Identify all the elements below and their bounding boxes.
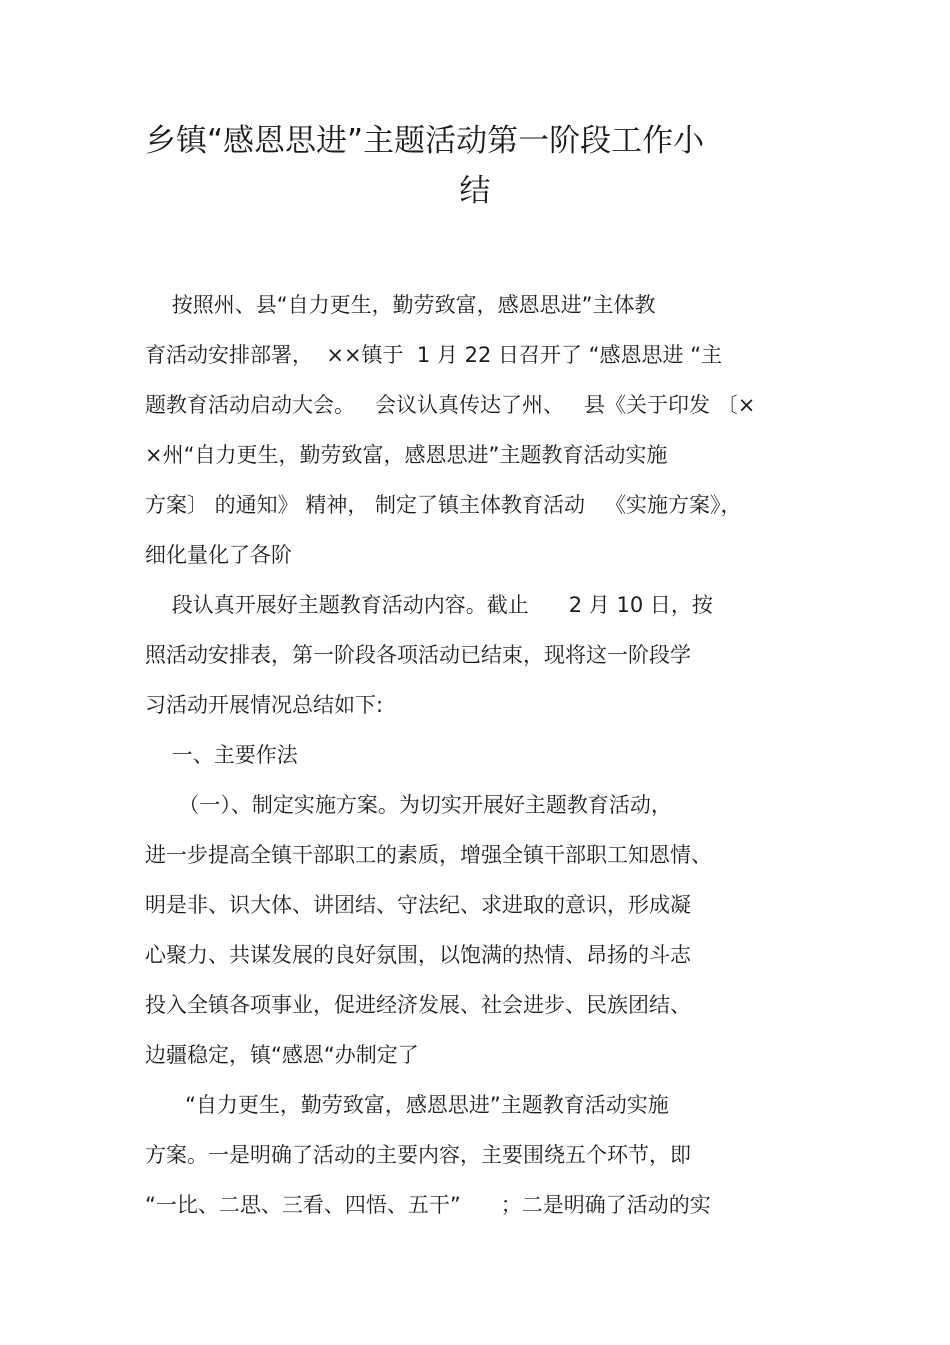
body-line: 按照州、县“自力更生，勤劳致富，感恩思进”主体教: [145, 293, 656, 317]
document-title-line-1: 乡镇“感恩思进”主题活动第一阶段工作小: [145, 123, 705, 159]
body-line: 方案。一是明确了活动的主要内容，主要围绕五个环节，即: [145, 1143, 691, 1167]
body-line: 照活动安排表，第一阶段各项活动已结束，现将这一阶段学: [145, 643, 691, 667]
body-line: 细化量化了各阶: [145, 543, 292, 567]
body-line: 题教育活动启动大会。 会议认真传达了州、 县《关于印发 〔×: [145, 393, 756, 417]
body-line: 段认真开展好主题教育活动内容。截止 2 月 10 日，按: [145, 593, 713, 617]
body-line: 明是非、识大体、讲团结、守法纪、求进取的意识，形成凝: [145, 893, 691, 917]
body-line: “一比、二思、三看、四悟、五干” ；二是明确了活动的实: [145, 1193, 711, 1217]
body-line: ×州“自力更生，勤劳致富，感恩思进”主题教育活动实施: [145, 443, 668, 467]
body-line: 习活动开展情况总结如下:: [145, 693, 384, 717]
body-line: 投入全镇各项事业，促进经济发展、社会进步、民族团结、: [145, 993, 691, 1017]
body-line: 进一步提高全镇干部职工的素质，增强全镇干部职工知恩情、: [145, 843, 712, 867]
body-line: 育活动安排部署， ××镇于 1 月 22 日召开了 “感恩思进 “主: [145, 343, 723, 367]
body-line: 边疆稳定，镇“感恩“办制定了: [145, 1043, 419, 1067]
body-line: 心聚力、共谋发展的良好氛围，以饱满的热情、昂扬的斗志: [145, 943, 691, 967]
body-line: （一）、制定实施方案。为切实开展好主题教育活动，: [145, 793, 672, 817]
section-heading: 一、主要作法: [145, 743, 298, 767]
document-title-line-2: 结: [459, 173, 491, 209]
body-line: “自力更生，勤劳致富，感恩思进”主题教育活动实施: [145, 1093, 669, 1117]
body-line: 方案〕 的通知》 精神， 制定了镇主体教育活动 《实施方案》，: [145, 493, 742, 517]
